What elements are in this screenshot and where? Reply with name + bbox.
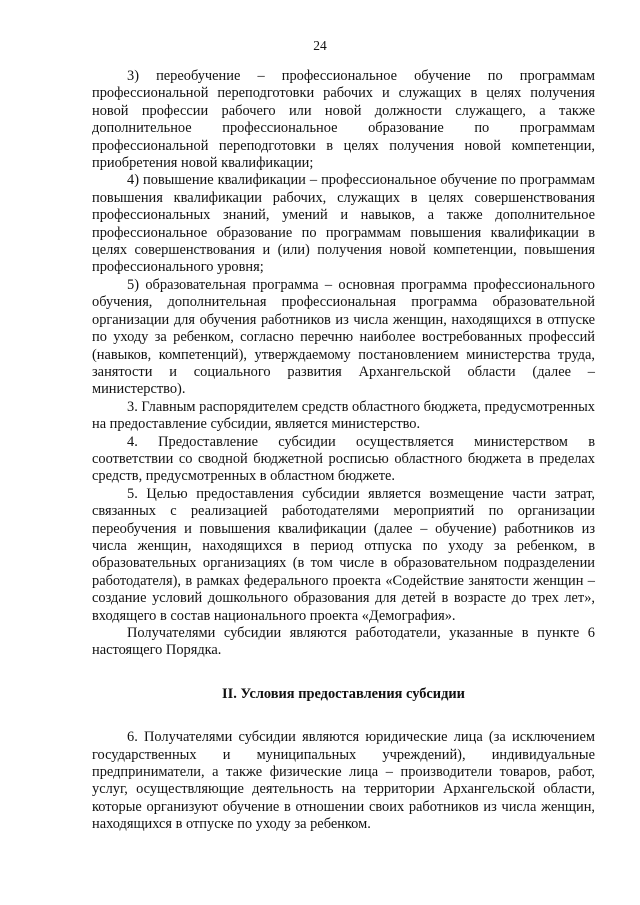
paragraph: 4. Предоставление субсидии осуществляется министерством в соответствии со сводной бюджетной росписью областного бюджета в пределах средств, предусмотренных в областном бюджете.	[92, 433, 595, 485]
paragraph: 4) повышение квалификации – профессиональное обучение по программам повышения квалификации рабочих, служащих в целях совершенствования профессиональных знаний, умений и навыков, а также дополнительное профессиональное образование по программам повышения квалификации в целях совершенствования и (или) получения новой компетенции, повышения профессионального уровня;	[92, 172, 595, 276]
paragraph: 5) образовательная программа – основная программа профессионального обучения, дополнительная профессиональная программа образовательной организации для обучения работников из числа женщин, находящихся в отпуске по уходу за ребенком, согласно перечню наиболее востребованных профессий (навыков, компетенций), утверждаемому постановлением министерства труда, занятости и социального развития Архангельской области (далее – министерство).	[92, 276, 595, 398]
paragraph: 5. Целью предоставления субсидии является возмещение части затрат, связанных с реализацией работодателями мероприятий по организации переобучения и повышения квалификации (далее – обучение) работников из числа женщин, находящихся в период отпуска по уходу за ребенком, в образовательных организациях (в том числе в образовательном подразделении работодателя), в рамках федерального проекта «Содействие занятости женщин – создание условий дошкольного образования для детей в возрасте до трех лет», входящего в состав национального проекта «Демография».	[92, 485, 595, 624]
paragraph: 3. Главным распорядителем средств областного бюджета, предусмотренных на предоставление субсидии, является министерство.	[92, 398, 595, 433]
document-body	[92, 68, 595, 834]
section-heading: II. Условия предоставления субсидии	[222, 685, 465, 702]
paragraph: Получателями субсидии являются работодатели, указанные в пункте 6 настоящего Порядка.	[92, 625, 595, 659]
paragraph: 6. Получателями субсидии являются юридические лица (за исключением государственных и муниципальных учреждений), индивидуальные предприниматели, а также физические лица – производители товаров, работ, услуг, осуществляющие деятельность на территории Архангельской области, которые организуют обучение в отношении своих работников из числа женщин, находящихся в отпуске по уходу за ребенком.	[92, 729, 595, 833]
paragraph: 3) переобучение – профессиональное обучение по программам профессиональной переподготовки рабочих и служащих в целях получения новой профессии рабочего или новой должности служащего, а также дополнительное профессиональное образование по программам профессиональной переподготовки в целях получения новой компетенции, приобретения новой квалификации;	[92, 68, 595, 172]
page-number: 24	[313, 38, 327, 53]
